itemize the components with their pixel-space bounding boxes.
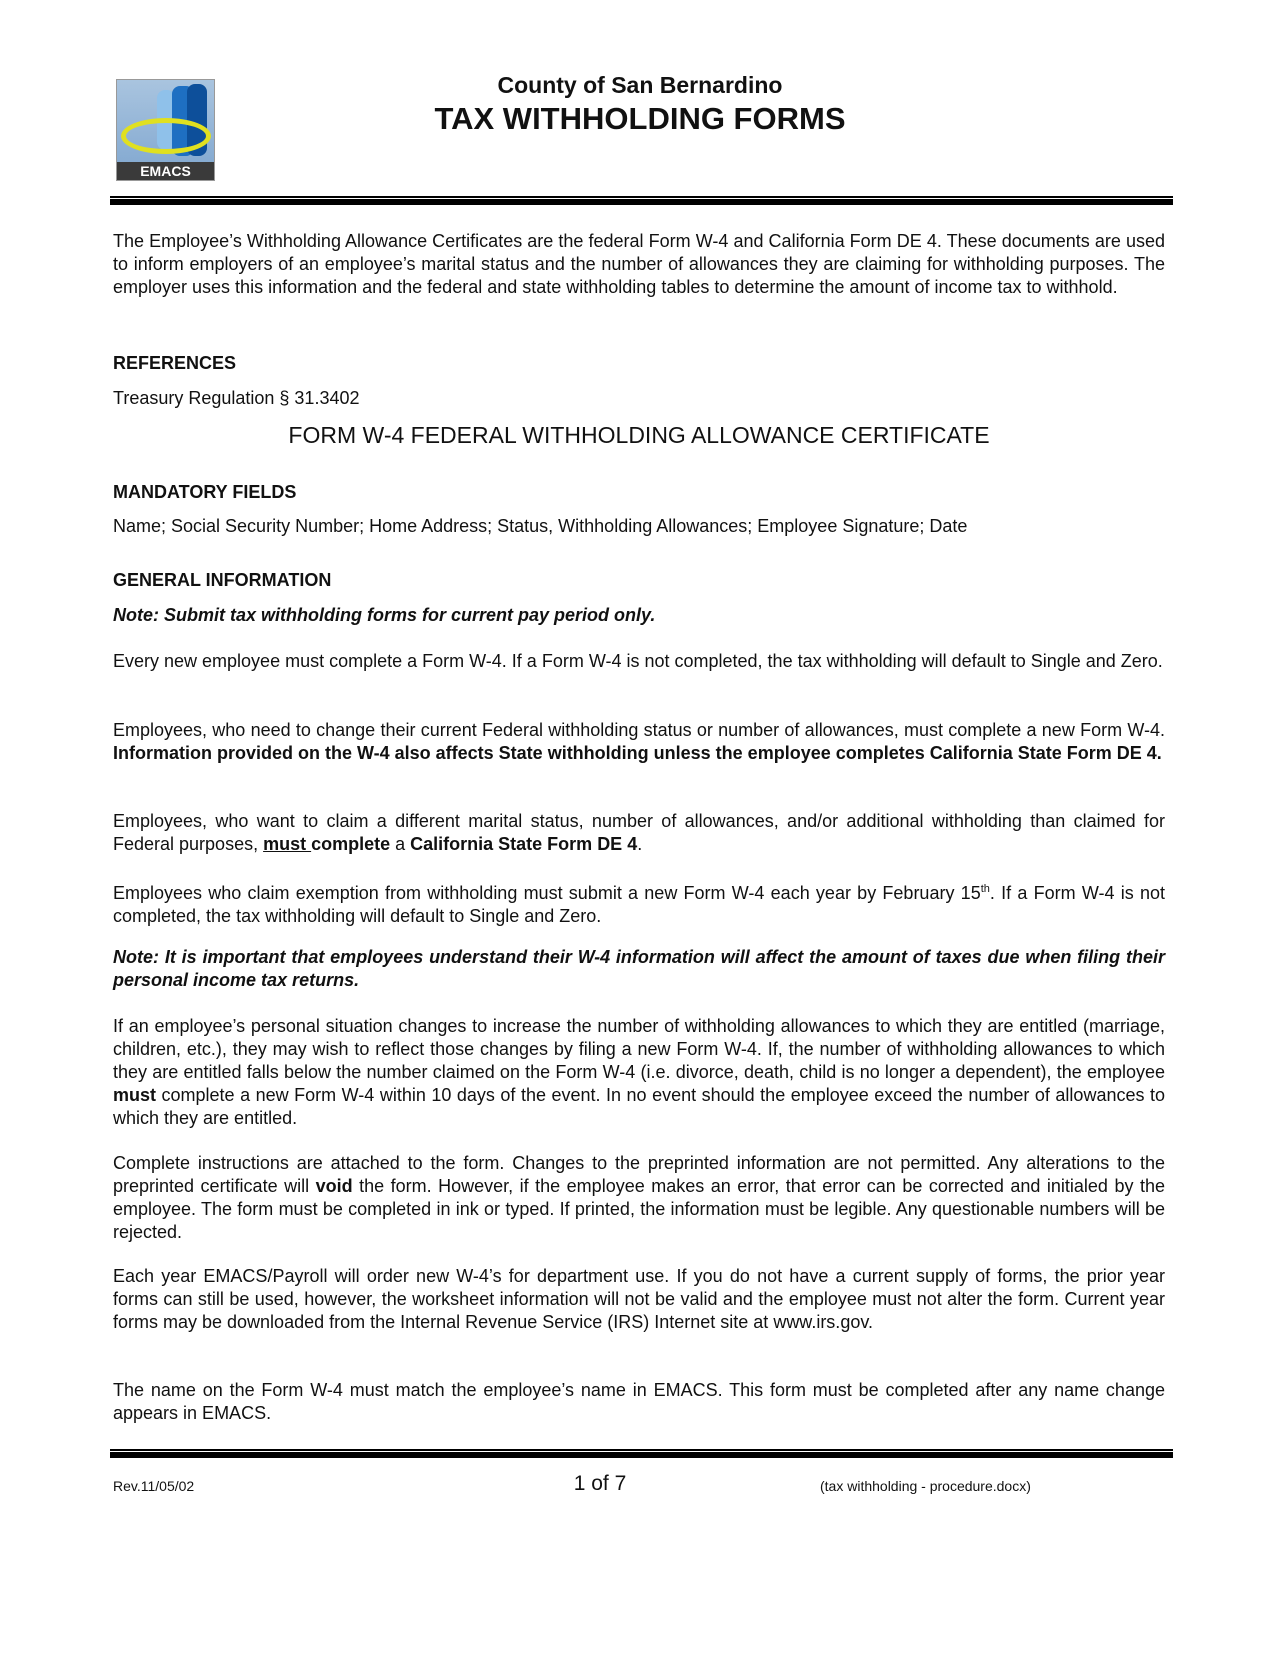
emacs-logo [116,79,215,181]
logo-text: EMACS [117,162,214,180]
bold-text: complete [311,834,391,854]
text: a [390,834,411,854]
page-number: 1 of 7 [573,1472,627,1495]
must-emphasis: must [263,834,312,854]
paragraph-new-employee: Every new employee must complete a Form W-4. If a Form W-4 is not completed, the tax withholding will default to Single and Zero. [113,651,1163,671]
paragraph-yearly-forms: Each year EMACS/Payroll will order new W-4’s for department use. If you do not have a current supply of forms, the prior year forms can still be used, however, the worksheet information will not be valid and the employee must not alter the form. Current year forms may be downloaded from the Internal Revenue Service (IRS) Internet site at www.irs.gov. [113,1266,1165,1332]
text: Employees, who need to change their current Federal withholding status or number of allowances, must complete a new Form W-4. [113,720,1165,740]
mandatory-heading: MANDATORY FIELDS [113,482,297,502]
paragraph-situation-changes [113,1015,1165,1130]
form-de4-text: California State Form DE 4 [410,834,638,854]
text: Employees who claim exemption from withholding must submit a new Form W-4 each year by February 15 [113,883,981,903]
bold-text: Information provided on the W-4 also affects State withholding unless the employee completes California State Form DE 4. [113,743,1162,763]
bold-text: void [315,1176,353,1196]
text: . [637,834,643,854]
paragraph-instructions [113,1152,1165,1244]
paragraph-different-status [113,810,1165,856]
page-title: TAX WITHHOLDING FORMS [434,101,846,136]
text: complete a new Form W-4 within 10 days of the event. In no event should the employee exceed the number of allowances to which they are entitled. [113,1085,1165,1128]
revision-date: Rev.11/05/02 [113,1478,195,1494]
references-heading: REFERENCES [113,353,237,373]
note-tax-returns: Note: It is important that employees understand their W-4 information will affect the amount of taxes due when filing their personal income tax returns. [113,947,1165,990]
paragraph-name-match: The name on the Form W-4 must match the employee’s name in EMACS. This form must be completed after any name change appears in EMACS. [113,1380,1165,1423]
paragraph-change-status [113,719,1165,765]
text: the form. However, if the employee makes an error, that error can be corrected and initialed by the employee. The form must be completed in ink or typed. If printed, the information must be legible. Any questionable numbers will be rejected. [113,1176,1165,1242]
text: . If a Form W-4 is not completed, the tax withholding will default to Single and Zero. [113,883,1165,926]
superscript: th [980,883,990,895]
references-text: Treasury Regulation § 31.3402 [113,388,360,408]
footer-divider [110,1449,1173,1458]
note-current-pay-period: Note: Submit tax withholding forms for current pay period only. [113,605,656,625]
paragraph-exemption [113,878,1165,928]
text: If an employee’s personal situation changes to increase the number of withholding allowances to which they are entitled (marriage, children, etc.), they may wish to reflect those changes by filing a new Form W-4. If, the number of withholding allowances to which they are entitled falls below the number claimed on the Form W-4 (i.e. divorce, death, child is no longer a dependent), the employee [113,1016,1165,1082]
mandatory-text: Name; Social Security Number; Home Address; Status, Withholding Allowances; Employee Signature; Date [113,516,968,536]
header-divider [110,196,1173,205]
organization-name: County of San Bernardino [497,72,783,98]
section-title: FORM W-4 FEDERAL WITHHOLDING ALLOWANCE CERTIFICATE [288,422,990,448]
file-name: (tax withholding - procedure.docx) [820,1478,1031,1494]
general-heading: GENERAL INFORMATION [113,570,332,590]
bold-text: must [113,1085,157,1105]
text: Employees, who want to claim a different marital status, number of allowances, and/or additional withholding than claimed for Federal purposes, [113,811,1165,854]
text: Complete instructions are attached to the form. Changes to the preprinted information are not permitted. Any alterations to the preprinted certificate will [113,1153,1165,1196]
intro-paragraph: The Employee’s Withholding Allowance Certificates are the federal Form W-4 and California Form DE 4. These documents are used to inform employers of an employee’s marital status and the number of allowances they are claiming for withholding purposes. The employer uses this information and the federal and state withholding tables to determine the amount of income tax to withhold. [113,231,1165,297]
